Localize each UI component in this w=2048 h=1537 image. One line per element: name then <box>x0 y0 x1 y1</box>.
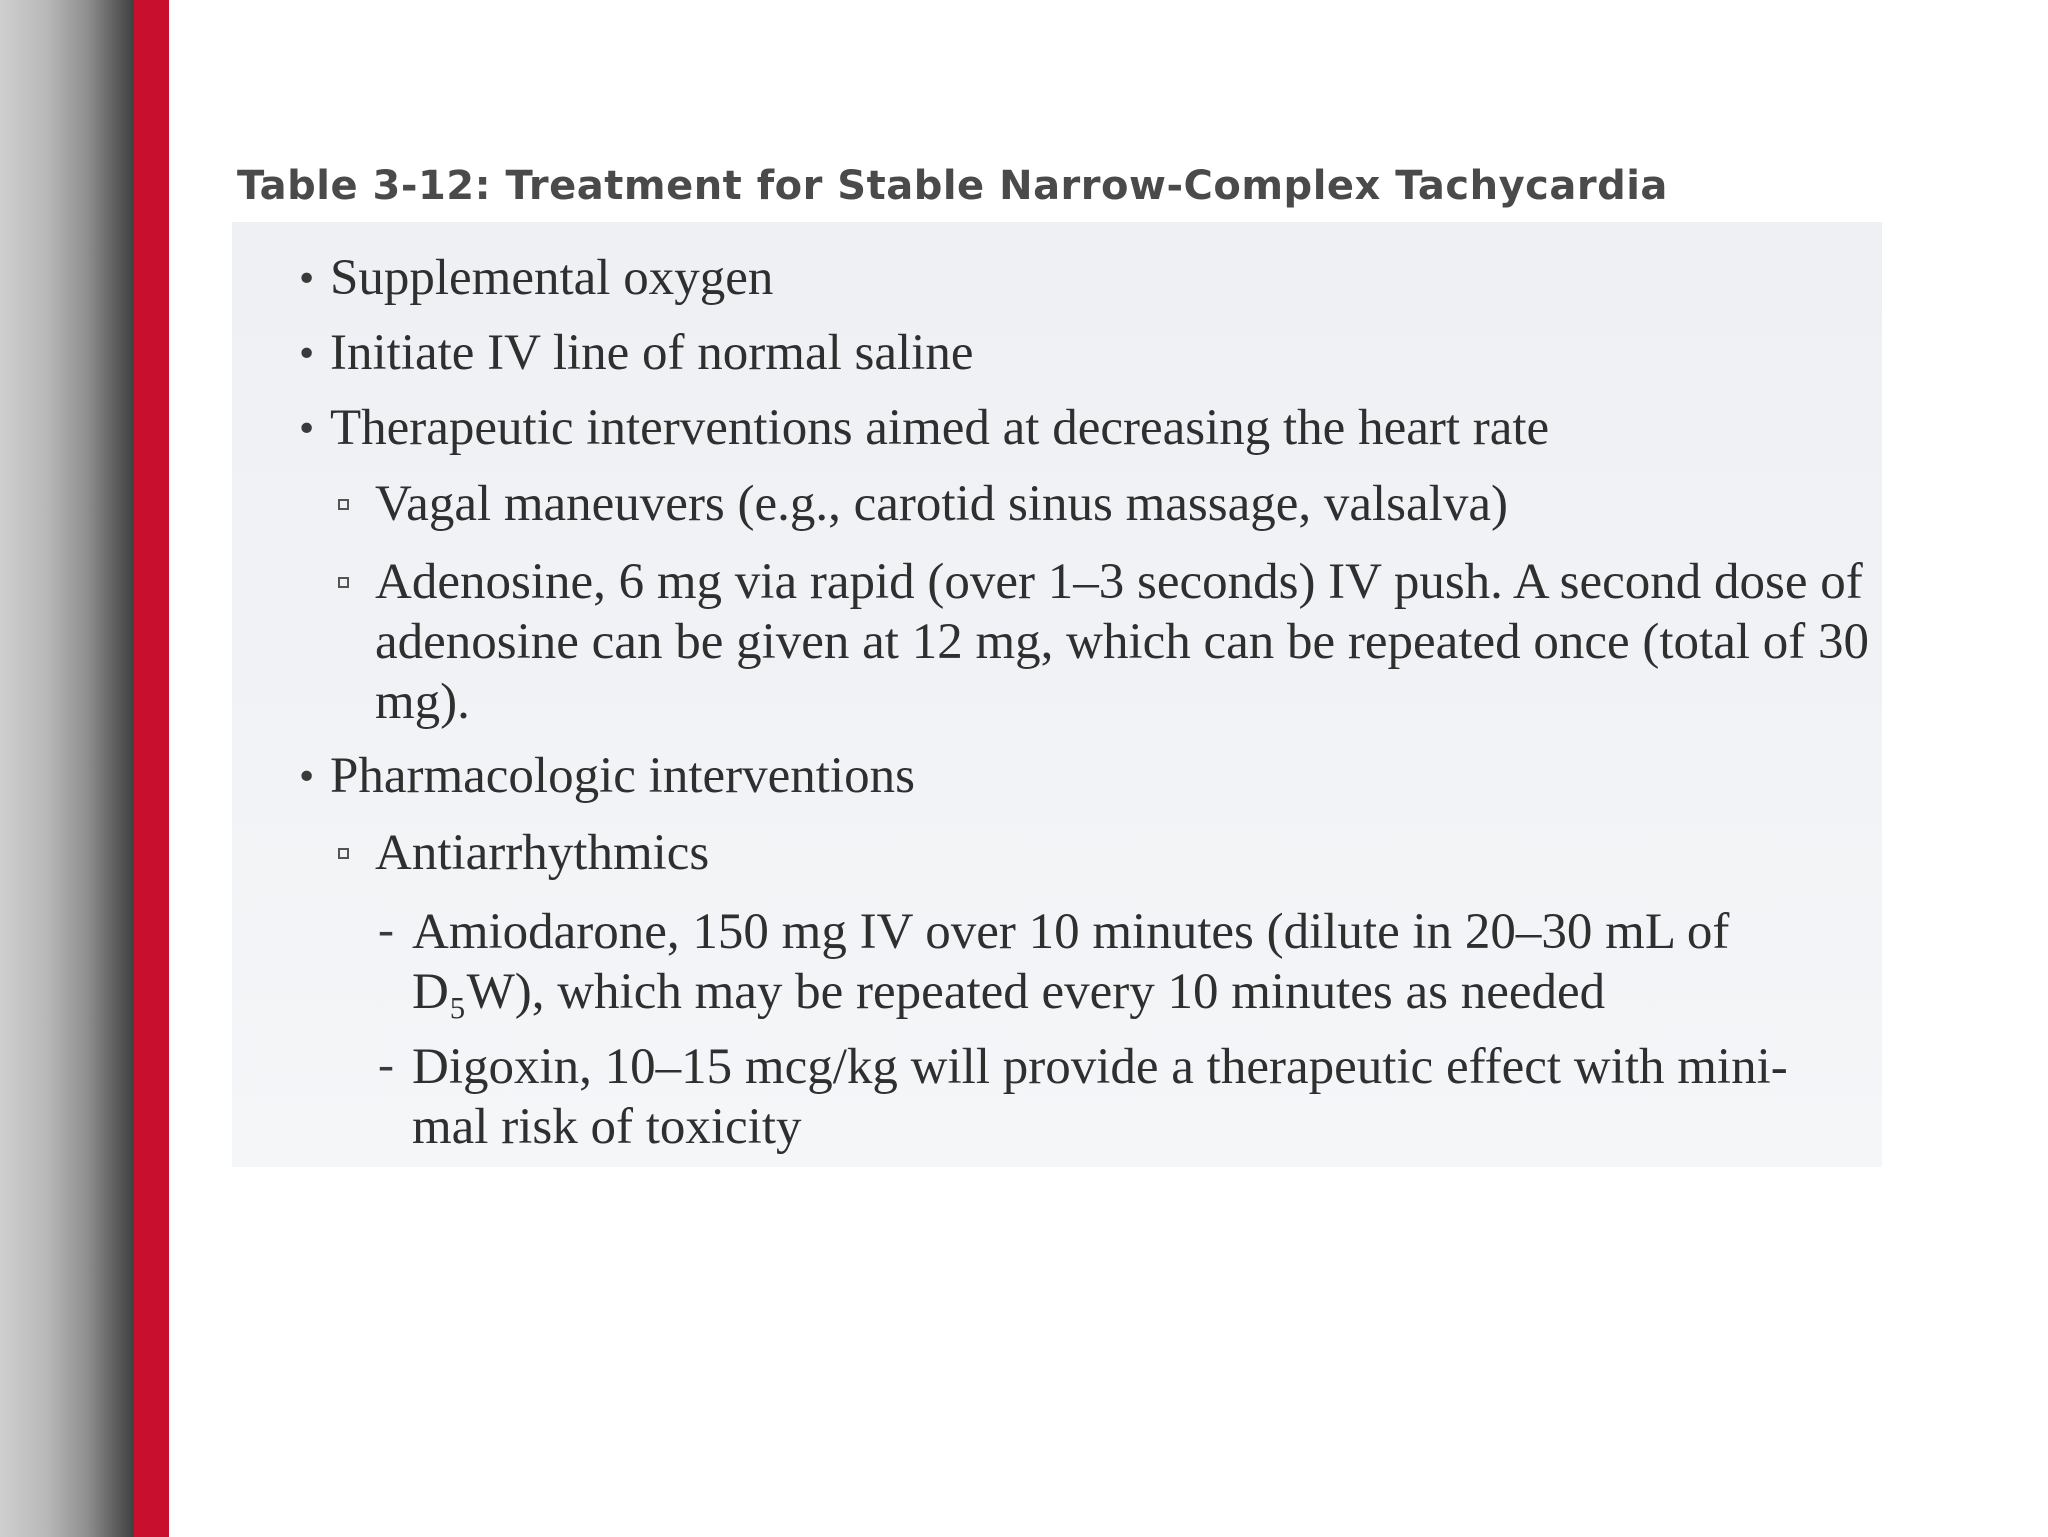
list-item-text: Initiate IV line of normal saline <box>330 325 974 381</box>
list-item-text: Digoxin, 10–15 mcg/kg will provide a therapeutic effect with mini- mal risk of toxicity <box>412 1039 1788 1155</box>
dash-marker: - <box>378 1038 394 1091</box>
list-item <box>296 398 1550 458</box>
bullet-icon: • <box>296 757 318 798</box>
bullet-icon: • <box>296 334 318 375</box>
list-item <box>296 248 774 308</box>
sub-sub-list-item <box>378 902 1862 1022</box>
list-item-text: Therapeutic interventions aimed at decreasing the heart rate <box>330 400 1550 456</box>
sub-list-item <box>375 474 1508 534</box>
bullet-icon: • <box>296 259 318 300</box>
list-item-text: Amiodarone, 150 mg IV over 10 minutes (dilute in 20–30 mL of D₅W), which may be repeated every 10 minutes as needed <box>412 904 1730 1020</box>
list-item-text: Supplemental oxygen <box>330 250 774 306</box>
square-bullet-icon <box>338 848 349 859</box>
list-item-text: Adenosine, 6 mg via rapid (over 1–3 seconds) IV push. A second dose of adenosine can be given at 12 mg, which can be repeated once (total of 30 mg). <box>375 554 1869 730</box>
list-item-text: Antiarrhythmics <box>375 825 710 881</box>
sub-list-item <box>375 823 709 883</box>
sub-sub-list-item <box>378 1037 1862 1157</box>
side-red-accent-bar <box>134 0 169 1537</box>
table-panel <box>232 222 1882 1167</box>
list-item <box>296 323 974 383</box>
list-item <box>296 746 915 806</box>
square-bullet-icon <box>338 577 349 588</box>
square-bullet-icon <box>338 499 349 510</box>
list-item-text: Vagal maneuvers (e.g., carotid sinus massage, valsalva) <box>375 476 1508 532</box>
side-gradient-bar <box>0 0 134 1537</box>
list-item-text: Pharmacologic interventions <box>330 748 915 804</box>
table-title: Table 3-12: Treatment for Stable Narrow-Complex Tachycardia <box>237 163 1668 209</box>
bullet-icon: • <box>296 409 318 450</box>
dash-marker: - <box>378 903 394 956</box>
sub-list-item <box>375 552 1875 732</box>
